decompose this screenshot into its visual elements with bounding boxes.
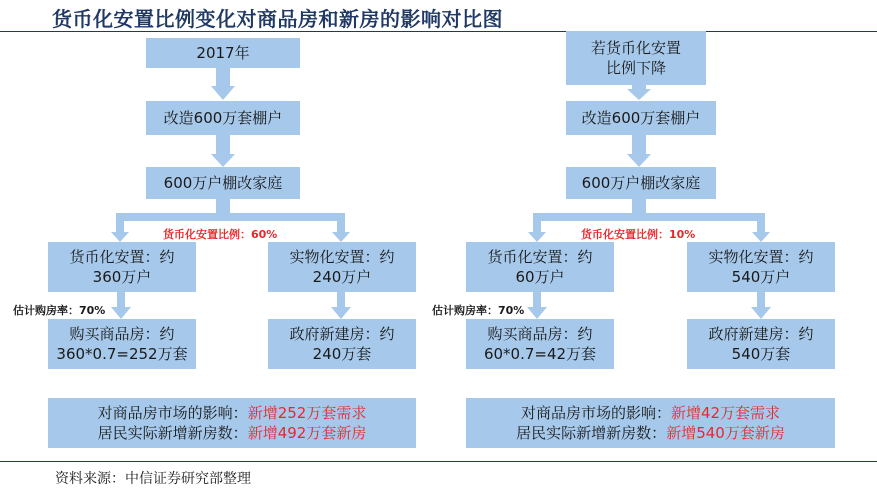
right-impact-box xyxy=(466,398,835,448)
branch-right-bar xyxy=(533,213,765,221)
right-households-box xyxy=(566,167,716,199)
right-cash-line1: 货币化安置：约 xyxy=(487,248,593,266)
left-newhouse-line xyxy=(98,423,367,443)
arrow-left-4a xyxy=(111,221,129,242)
right-buy-rate: 估计购房率：70% xyxy=(432,304,525,317)
right-kind-box xyxy=(687,242,835,292)
right-reform-label: 改造600万套棚户 xyxy=(581,109,701,127)
left-scenario-label: 2017年 xyxy=(196,44,250,62)
left-gov-line2: 240万套 xyxy=(312,345,372,363)
right-scenario-line1: 若货币化安置 xyxy=(590,39,681,57)
right-newhouse-label: 居民实际新增新房数： xyxy=(516,424,667,442)
arrow-left-1 xyxy=(211,67,235,100)
arrow-right-4a xyxy=(528,221,546,242)
left-scenario-box xyxy=(146,38,300,68)
left-newhouse-label: 居民实际新增新房数： xyxy=(97,424,248,442)
arrow-left-5b xyxy=(331,292,351,319)
arrow-left-2 xyxy=(211,134,235,167)
left-kind-line1: 实物化安置：约 xyxy=(289,248,395,266)
arrow-left-4b xyxy=(332,221,350,242)
left-cash-line1: 货币化安置：约 xyxy=(69,248,175,266)
left-cash-line2: 360万户 xyxy=(92,268,152,286)
left-buy-line2: 360*0.7=252万套 xyxy=(56,345,188,363)
arrow-right-2 xyxy=(627,134,651,167)
footer-divider xyxy=(0,461,877,462)
right-buy-line1: 购买商品房：约 xyxy=(487,325,593,343)
arrow-left-5a xyxy=(111,292,131,319)
right-kind-line2: 540万户 xyxy=(731,268,791,286)
arrow-right-1 xyxy=(627,84,651,100)
source-note: 资料来源：中信证券研究部整理 xyxy=(55,471,251,487)
left-buy-line1: 购买商品房：约 xyxy=(69,325,175,343)
right-impact-label: 对商品房市场的影响： xyxy=(520,404,671,422)
right-reform-box xyxy=(566,101,716,135)
right-cash-box xyxy=(466,242,614,292)
right-households-label: 600万户棚改家庭 xyxy=(581,174,701,192)
left-impact-line xyxy=(98,403,367,423)
right-cash-line2: 60万户 xyxy=(515,268,565,286)
left-impact-value: 新增252万套需求 xyxy=(247,404,367,422)
right-newhouse-value: 新增540万套新房 xyxy=(666,424,785,442)
left-newhouse-value: 新增492万套新房 xyxy=(247,424,367,442)
right-newhouse-line xyxy=(516,423,785,443)
right-kind-line1: 实物化安置：约 xyxy=(708,248,814,266)
right-buy-box xyxy=(466,319,614,369)
arrow-left-3 xyxy=(216,198,230,213)
right-impact-line xyxy=(521,403,780,423)
page-title: 货币化安置比例变化对商品房和新房的影响对比图 xyxy=(52,7,503,31)
right-gov-line2: 540万套 xyxy=(731,345,791,363)
left-households-box xyxy=(146,167,300,199)
left-ratio-label: 货币化安置比例：60% xyxy=(163,228,278,241)
arrow-right-4b xyxy=(752,221,770,242)
left-impact-label: 对商品房市场的影响： xyxy=(97,404,248,422)
right-scenario-box xyxy=(566,31,706,85)
right-gov-box xyxy=(687,319,835,369)
arrow-right-5b xyxy=(751,292,771,319)
right-scenario-line2: 比例下降 xyxy=(605,59,666,77)
left-buy-rate: 估计购房率：70% xyxy=(13,304,106,317)
right-ratio-label: 货币化安置比例：10% xyxy=(581,228,696,241)
left-households-label: 600万户棚改家庭 xyxy=(163,174,283,192)
left-kind-line2: 240万户 xyxy=(312,268,372,286)
arrow-right-3 xyxy=(632,198,646,213)
arrow-right-5a xyxy=(527,292,547,319)
left-buy-box xyxy=(48,319,196,369)
left-gov-line1: 政府新建房：约 xyxy=(289,325,395,343)
right-buy-line2: 60*0.7=42万套 xyxy=(483,345,597,363)
left-impact-box xyxy=(48,398,416,448)
left-reform-label: 改造600万套棚户 xyxy=(163,109,283,127)
left-cash-box xyxy=(48,242,196,292)
right-impact-value: 新增42万套需求 xyxy=(670,404,781,422)
left-kind-box xyxy=(268,242,416,292)
left-gov-box xyxy=(268,319,416,369)
branch-left-bar xyxy=(116,213,345,221)
left-reform-box xyxy=(146,101,300,135)
right-gov-line1: 政府新建房：约 xyxy=(708,325,814,343)
